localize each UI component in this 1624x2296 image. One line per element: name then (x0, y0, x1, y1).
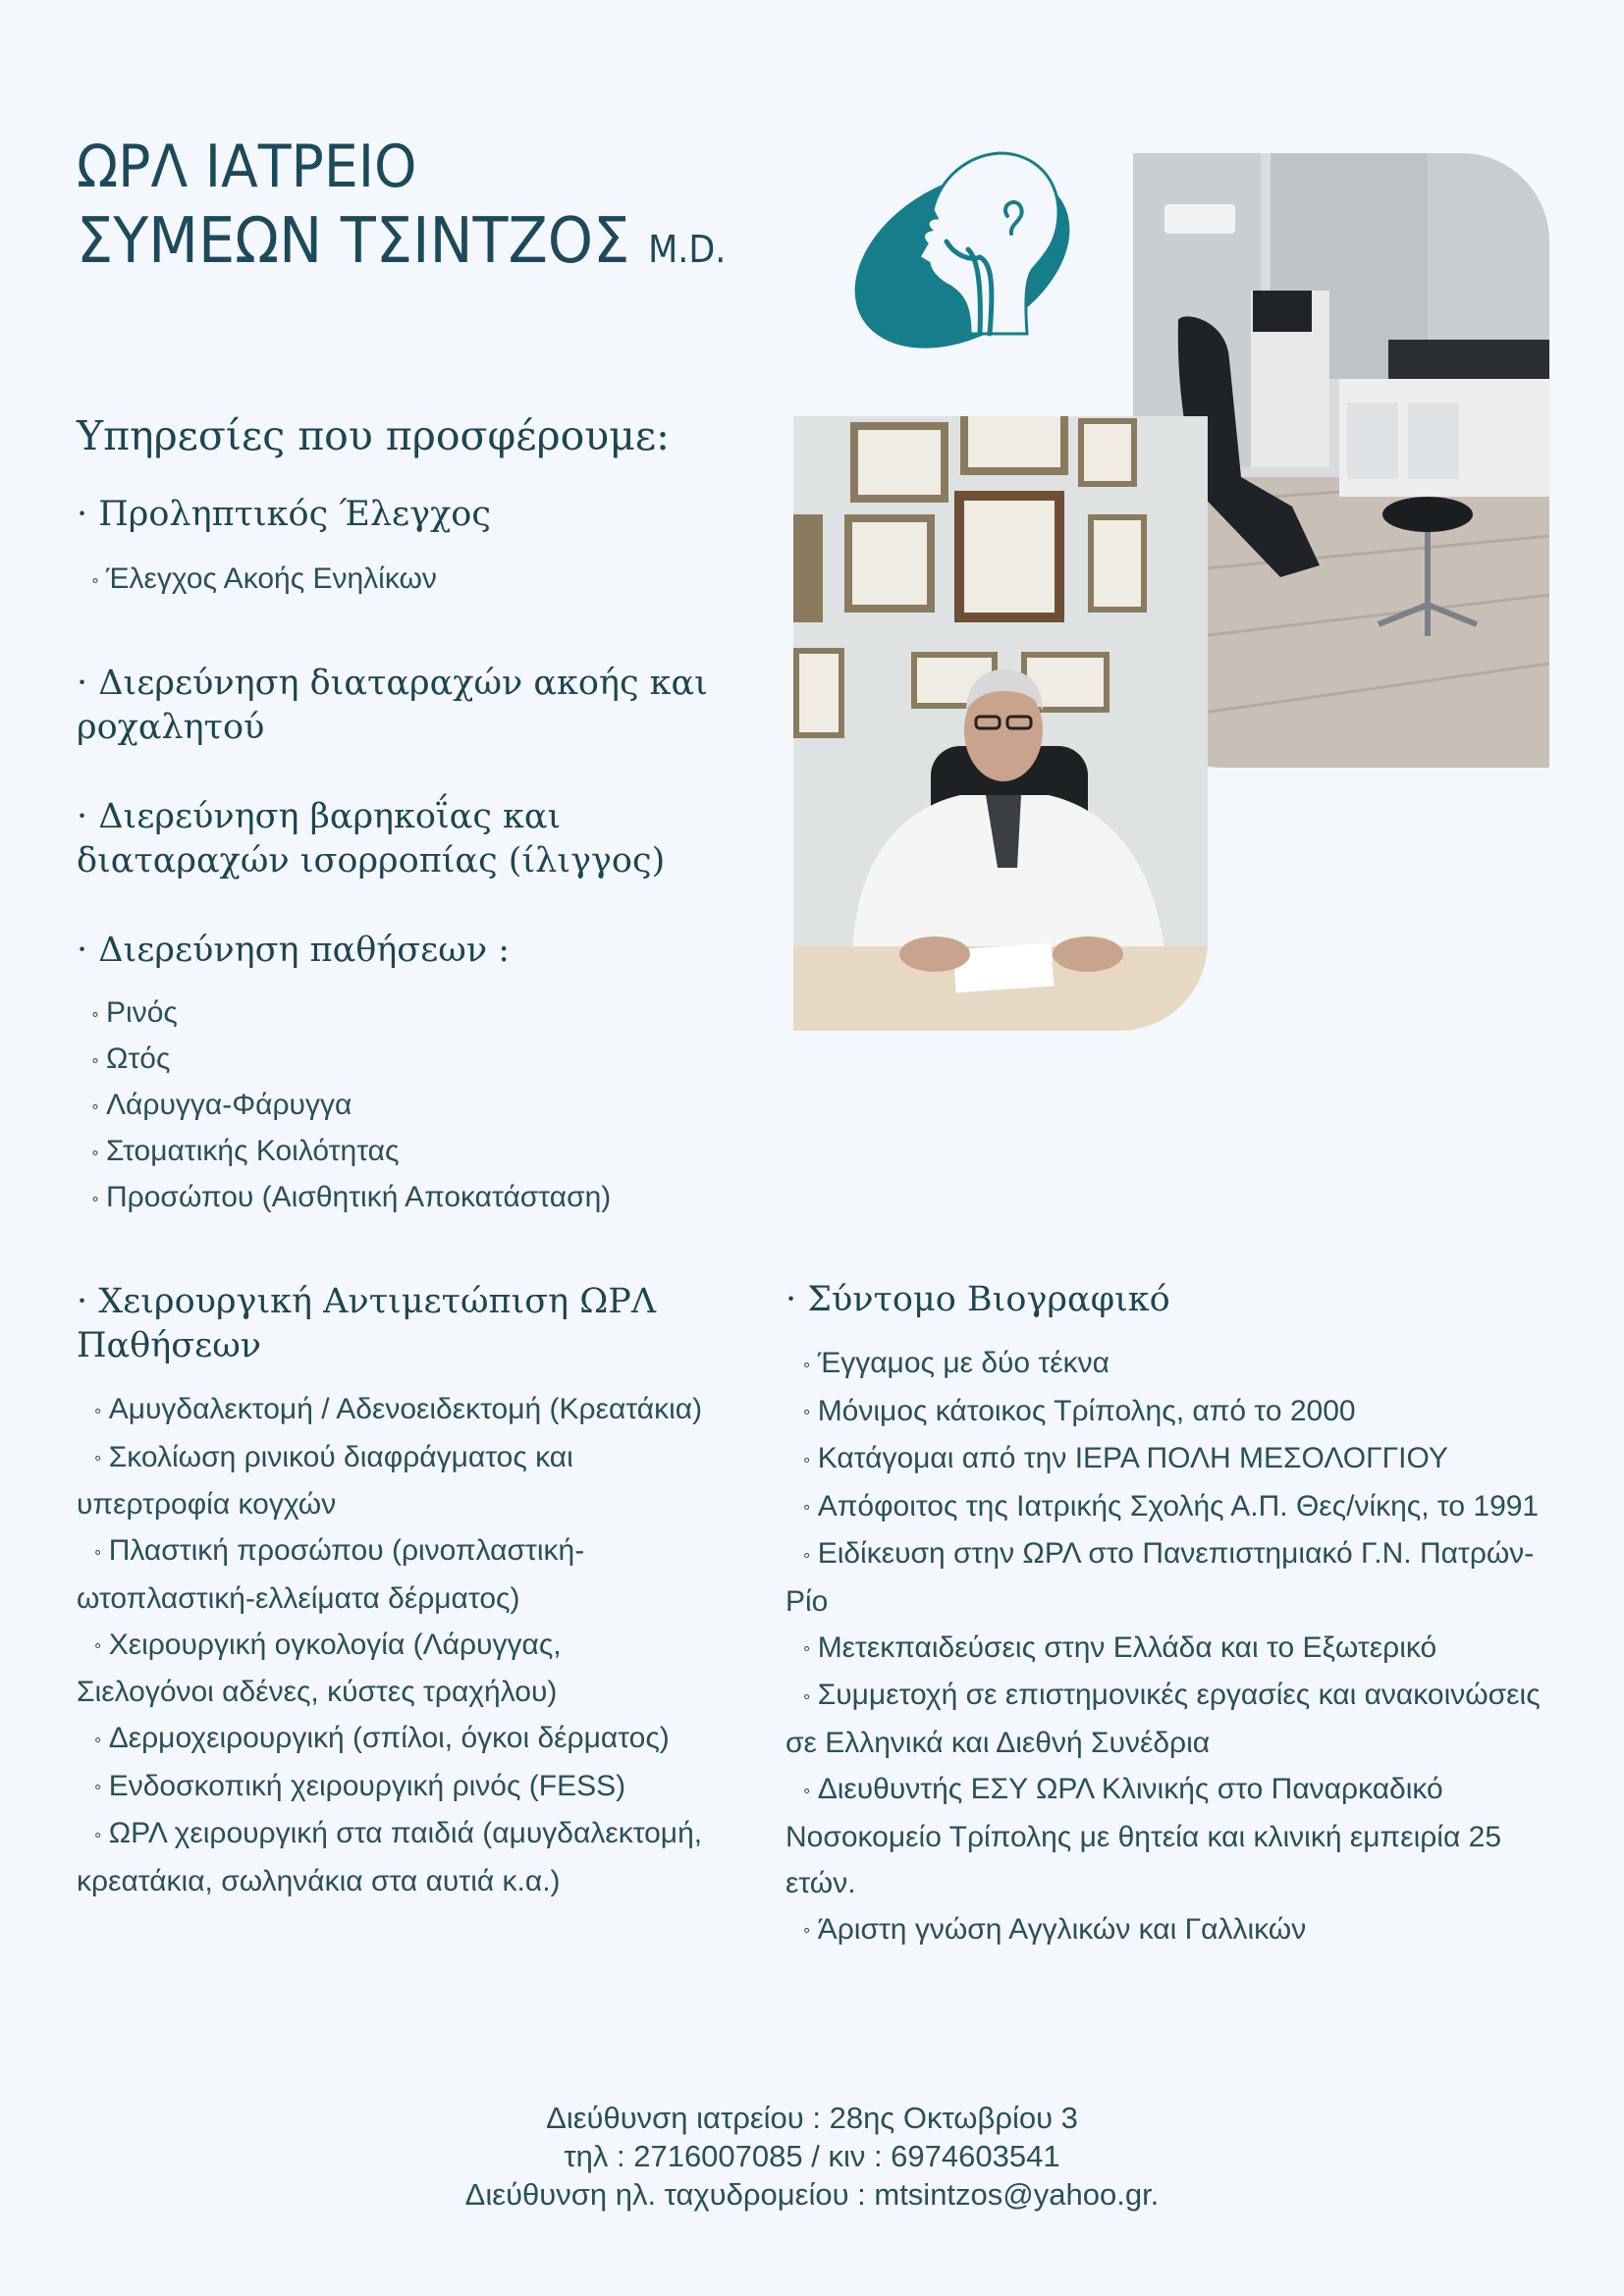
list-item: ∘ Σκολίωση ρινικού διαφράγματος και υπερτροφία κογχών (77, 1440, 573, 1522)
services-heading: Υπηρεσίες που προσφέρουμε: (77, 412, 670, 459)
footer-email[interactable]: Διεύθυνση ηλ. ταχυδρομείου : mtsintzos@yahoo.gr. (464, 2177, 1160, 2212)
category-hearing-snoring: · Διερεύνηση διαταραχών ακοής και ροχαλητού (77, 664, 708, 747)
surgery-list (77, 1386, 705, 1904)
category-balance: · Διερεύνηση βαρηκοΐας και διαταραχών ισορροπίας (ίλιγγος) (77, 797, 666, 881)
category-conditions: · Διερεύνηση παθήσεων : (77, 931, 511, 970)
bio-heading: · Σύντομο Βιογραφικό (785, 1280, 1170, 1319)
doctor-suffix: M.D. (648, 228, 727, 271)
list-item: ∘ Αμυγδαλεκτομή / Αδενοειδεκτομή (Κρεατάκια) (92, 1393, 703, 1425)
doctor-photo (793, 416, 1208, 1031)
list-item: ∘ ΩΡΛ χειρουργική στα παιδιά (αμυγδαλεκτομή, κρεατάκια, σωληνάκια στα αυτιά κ.α.) (77, 1817, 703, 1898)
list-item: ∘ Λάρυγγα-Φάρυγγα (90, 1089, 352, 1121)
clinic-label: ΩΡΛ ΙΑΤΡΕΙΟ (77, 133, 417, 201)
list-item: ∘ Μετεκπαιδεύσεις στην Ελλάδα και το Εξωτερικό (801, 1630, 1437, 1664)
category-preventive: · Προληπτικός Έλεγχος (77, 495, 491, 534)
list-item: ∘ Μόνιμος κάτοικος Τρίπολης, από το 2000 (801, 1394, 1356, 1427)
list-item: ∘ Διευθυντής ΕΣΥ ΩΡΛ Κλινικής στο Παναρκαδικό Νοσοκομείο Τρίπολης με θητεία και κλινική εμπειρία 25 ετών. (785, 1773, 1502, 1899)
bio-list (785, 1340, 1551, 1953)
list-item: ∘ Ωτός (90, 1042, 171, 1075)
footer-address: Διεύθυνση ιατρείου : 28ης Οκτωβρίου 3 (546, 2101, 1078, 2135)
list-item: ∘ Άριστη γνώση Αγγλικών και Γαλλικών (801, 1912, 1307, 1946)
footer-phones: τηλ : 2716007085 / κιν : 6974603541 (564, 2139, 1060, 2173)
doctor-name (77, 205, 727, 278)
surgery-heading: · Χειρουργική Αντιμετώπιση ΩΡΛ Παθήσεων (77, 1282, 657, 1365)
list-item: ∘ Απόφοιτος της Ιατρικής Σχολής Α.Π. Θες/νίκης, το 1991 (801, 1489, 1540, 1522)
list-item: ∘ Ρινός (90, 996, 178, 1029)
list-item: ∘ Στοματικής Κοιλότητας (90, 1135, 400, 1167)
list-item: ∘ Δερμοχειρουργική (σπίλοι, όγκοι δέρματος) (92, 1722, 670, 1755)
list-item: ∘ Ειδίκευση στην ΩΡΛ στο Πανεπιστημιακό Γ.Ν. Πατρών-Ρίο (785, 1537, 1535, 1618)
list-item: ∘ Χειρουργική ογκολογία (Λάρυγγας, Σιελογόνοι αδένες, κύστες τραχήλου) (77, 1628, 562, 1709)
list-item: ∘ Κατάγομαι από την ΙΕΡΑ ΠΟΛΗ ΜΕΣΟΛΟΓΓΙΟΥ (801, 1442, 1448, 1475)
list-item: ∘ Πλαστική προσώπου (ρινοπλαστική-ωτοπλαστική-ελλείματα δέρματος) (77, 1534, 585, 1615)
doctor-name-text: ΣΥΜΕΩΝ ΤΣΙΝΤΖΟΣ (77, 205, 630, 278)
list-item: ∘ Έλεγχος Ακοής Ενηλίκων (90, 562, 437, 595)
list-item: ∘ Ενδοσκοπική χειρουργική ρινός (FESS) (92, 1769, 626, 1802)
head-profile-icon (852, 147, 1078, 353)
list-item: ∘ Προσώπου (Αισθητική Αποκατάσταση) (90, 1181, 612, 1213)
list-item: ∘ Έγγαμος με δύο τέκνα (801, 1347, 1110, 1379)
list-item: ∘ Συμμετοχή σε επιστημονικές εργασίες και ανακοινώσεις σε Ελληνικά και Διεθνή Συνέδρια (785, 1679, 1541, 1760)
